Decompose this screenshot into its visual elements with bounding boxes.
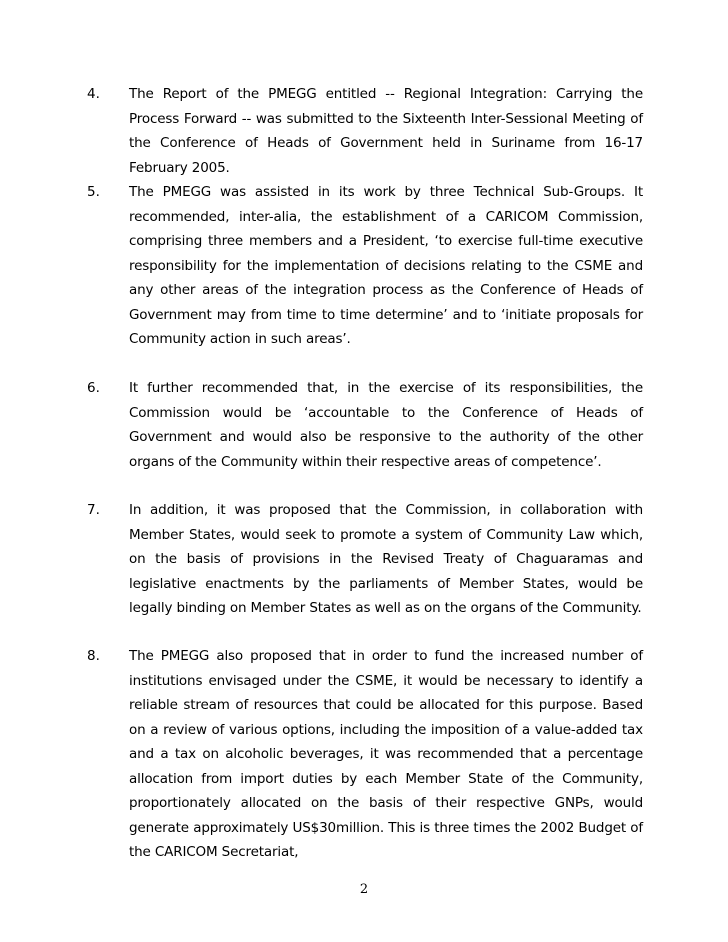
paragraph-7 bbox=[87, 498, 643, 621]
paragraph-number: 5. bbox=[87, 184, 100, 200]
paragraph-number: 7. bbox=[87, 502, 100, 518]
paragraph-5 bbox=[87, 180, 643, 352]
paragraph-8 bbox=[87, 644, 643, 865]
paragraph-number: 8. bbox=[87, 648, 100, 664]
paragraph-6 bbox=[87, 376, 643, 474]
paragraph-text: In addition, it was proposed that the Commission, in collaboration with Member States, would seek to promote a system of Community Law which, on the basis of provisions in the Revised Treaty of Chaguaramas and legislative enactments by the parliaments of Member States, would be legally binding on Member States as well as on the organs of the Community. bbox=[129, 502, 643, 616]
paragraph-number: 4. bbox=[87, 86, 100, 102]
page-number: 2 bbox=[359, 882, 369, 897]
paragraph-4 bbox=[87, 82, 643, 180]
paragraph-text: The PMEGG was assisted in its work by three Technical Sub-Groups. It recommended, inter-alia, the establishment of a CARICOM Commission, comprising three members and a President, ‘to exercise full-time executive responsibility for the implementation of decisions relating to the CSME and any other areas of the integration process as the Conference of Heads of Government may from time to time determine’ and to ‘initiate proposals for Community action in such areas’. bbox=[129, 184, 643, 347]
paragraph-number: 6. bbox=[87, 380, 100, 396]
paragraph-text: It further recommended that, in the exercise of its responsibilities, the Commission would be ‘accountable to the Conference of Heads of Government and would also be responsive to the authority of the other organs of the Community within their respective areas of competence’. bbox=[129, 380, 643, 470]
paragraph-text: The Report of the PMEGG entitled -- Regional Integration: Carrying the Process Forward -- was submitted to the Sixteenth Inter-Sessional Meeting of the Conference of Heads of Government held in Suriname from 16-17 February 2005. bbox=[129, 86, 643, 176]
paragraph-text: The PMEGG also proposed that in order to fund the increased number of institutions envisaged under the CSME, it would be necessary to identify a reliable stream of resources that could be allocated for this purpose. Based on a review of various options, including the imposition of a value-added tax and a tax on alcoholic beverages, it was recommended that a percentage allocation from import duties by each Member State of the Community, proportionately allocated on the basis of their respective GNPs, would generate approximately US$30million. This is three times the 2002 Budget of the CARICOM Secretariat, bbox=[129, 648, 643, 860]
